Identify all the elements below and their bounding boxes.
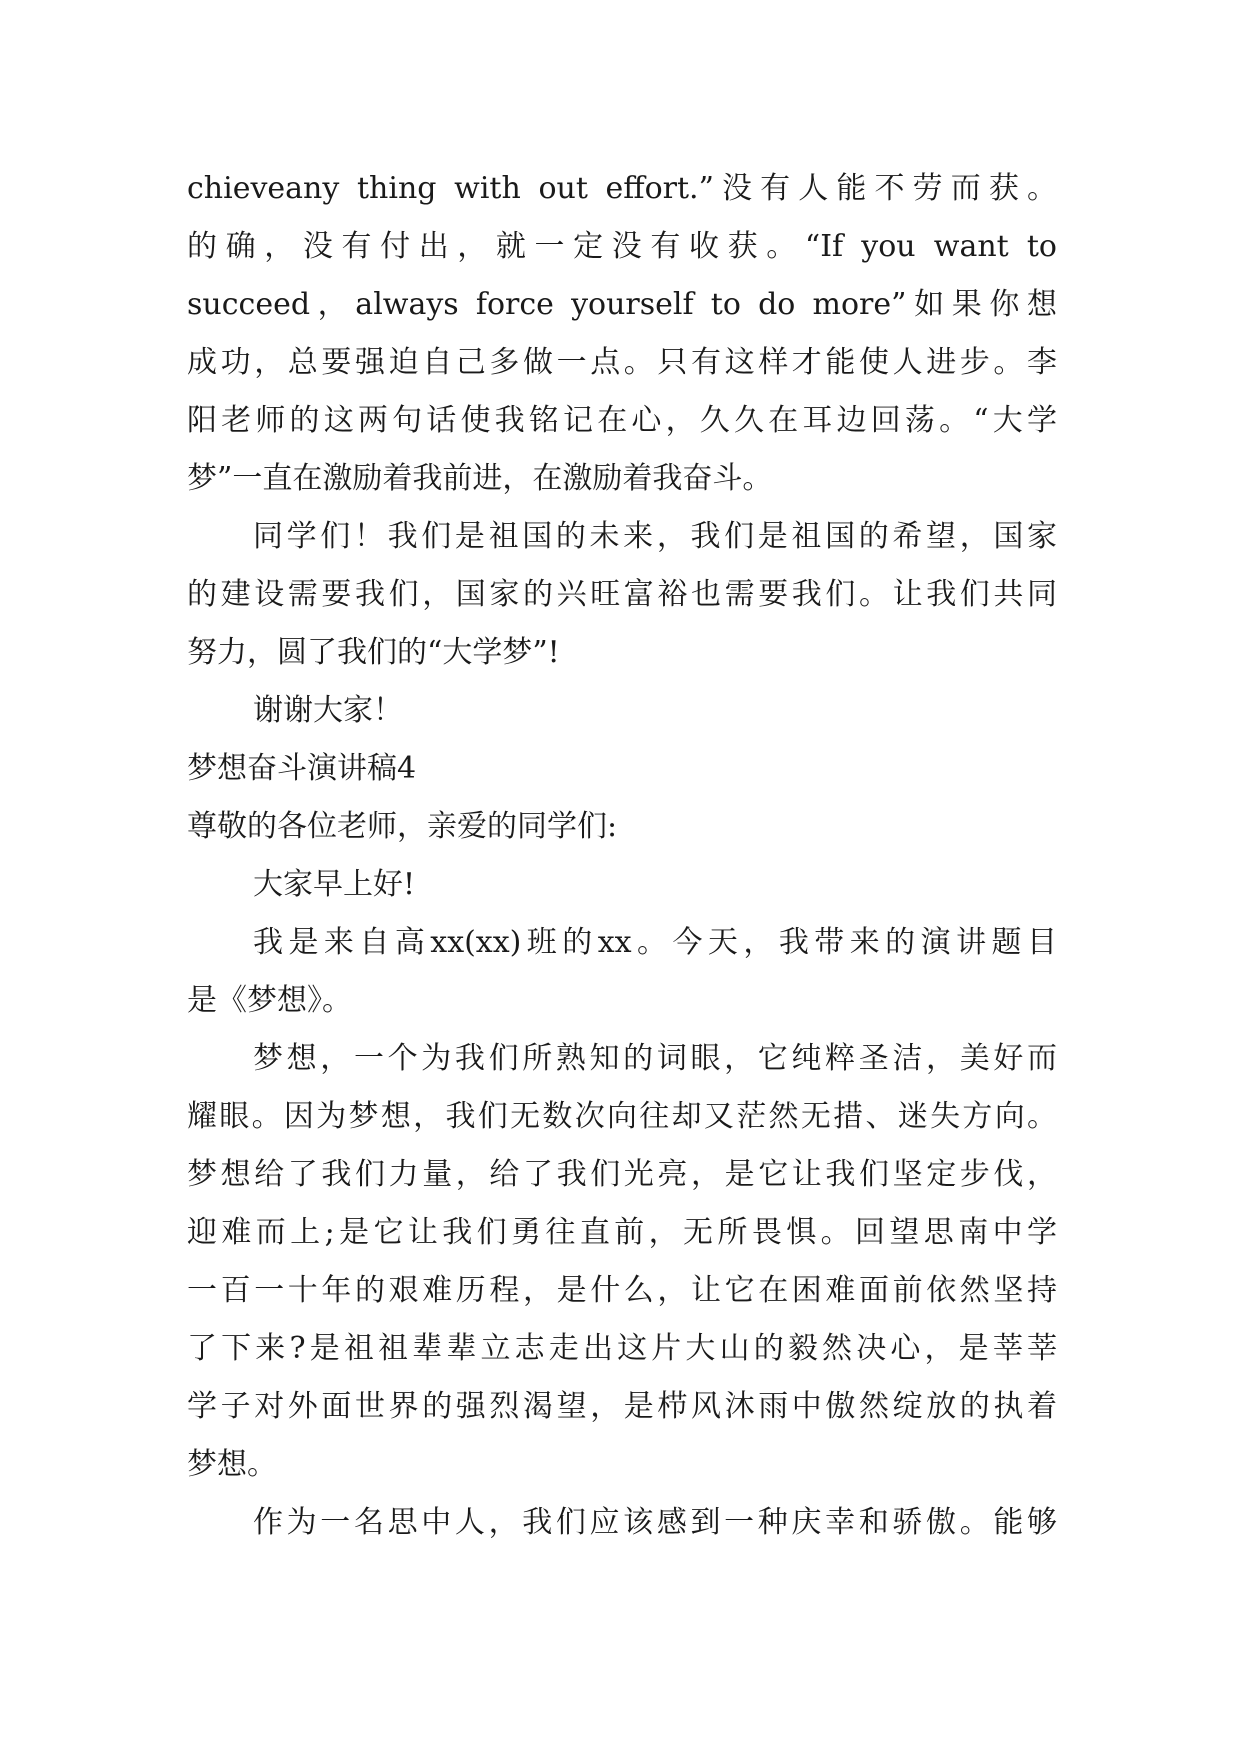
text-line: 大家早上好!: [253, 867, 416, 902]
text-line: chieveany thing with out effort.”没有人能不劳而获。: [187, 171, 1057, 206]
text-line: 阳老师的这两句话使我铭记在心，久久在耳边回荡。“大学: [187, 403, 1057, 438]
text-line: 学子对外面世界的强烈渴望，是栉风沐雨中傲然绽放的执着: [187, 1389, 1057, 1424]
text-line: 成功，总要强迫自己多做一点。只有这样才能使人进步。李: [187, 345, 1057, 380]
document-body: [187, 160, 1057, 1552]
text-line: 了下来?是祖祖辈辈立志走出这片大山的毅然决心，是莘莘: [187, 1331, 1057, 1366]
text-line: 梦”一直在激励着我前进，在激励着我奋斗。: [187, 461, 773, 496]
text-line: 梦想。: [187, 1447, 277, 1482]
text-line: 一百一十年的艰难历程，是什么，让它在困难面前依然坚持: [187, 1273, 1057, 1308]
text-line: 作为一名思中人，我们应该感到一种庆幸和骄傲。能够: [253, 1505, 1057, 1540]
text-line: 的建设需要我们，国家的兴旺富裕也需要我们。让我们共同: [187, 577, 1057, 612]
text-line: 梦想奋斗演讲稿4: [187, 751, 417, 786]
text-line: 耀眼。因为梦想，我们无数次向往却又茫然无措、迷失方向。: [187, 1099, 1057, 1134]
text-line: 我是来自高xx(xx)班的xx。今天，我带来的演讲题目: [253, 925, 1057, 960]
text-line: 的确，没有付出，就一定没有收获。“If you want to: [187, 229, 1057, 264]
text-line: 同学们！我们是祖国的未来，我们是祖国的希望，国家: [253, 519, 1057, 554]
text-line: 是《梦想》。: [187, 983, 352, 1018]
text-line: 尊敬的各位老师，亲爱的同学们:: [187, 809, 618, 844]
text-line: 梦想，一个为我们所熟知的词眼，它纯粹圣洁，美好而: [253, 1041, 1057, 1076]
text-line: 迎难而上;是它让我们勇往直前，无所畏惧。回望思南中学: [187, 1215, 1057, 1250]
text-line: succeed，always force yourself to do more”如果你想: [187, 287, 1057, 322]
text-line: 努力，圆了我们的“大学梦”!: [187, 635, 560, 670]
text-line: 梦想给了我们力量，给了我们光亮，是它让我们坚定步伐，: [187, 1157, 1057, 1192]
text-line: 谢谢大家！: [253, 693, 403, 728]
